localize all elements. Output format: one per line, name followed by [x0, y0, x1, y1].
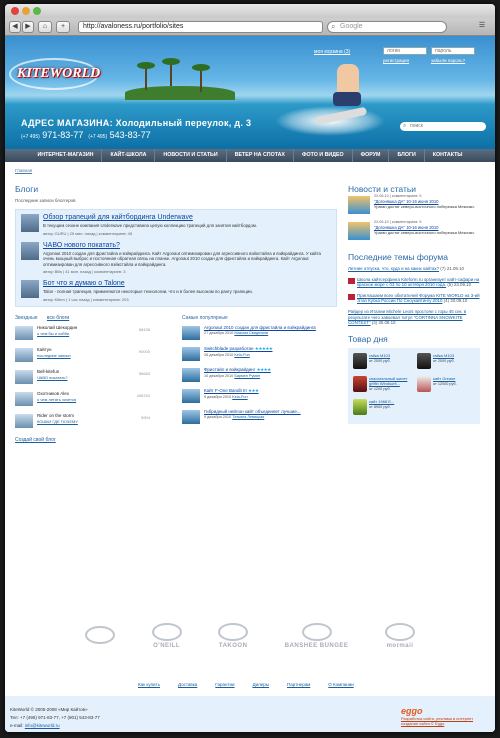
tab-all-blogs[interactable]: все блоги: [46, 314, 70, 321]
studio-link[interactable]: Разработка сайта, реклама в интернет создание сайта © Eggo: [401, 716, 474, 726]
store-phones: (+7 495) 971-83-77 (+7 495) 543-83-77: [21, 130, 151, 140]
blogger-count: 5904: [141, 414, 150, 420]
site-search-input[interactable]: ⌕ поиск: [400, 122, 486, 131]
popular-author[interactable]: Kelo-Fun: [232, 394, 248, 399]
footer-phones: Тел: +7 (495) 971-83-77, +7 (901) 543-83-77: [10, 715, 100, 720]
home-icon[interactable]: ⌂: [38, 21, 52, 33]
popular-row[interactable]: [182, 346, 337, 366]
popular-link[interactable]: Фристайл и вэйкрайдинг: [204, 366, 256, 372]
banshee-icon: [302, 623, 332, 641]
footer-link[interactable]: Как купить: [138, 682, 160, 687]
blogger-status[interactable]: ЧАВО покатать?: [37, 374, 68, 380]
close-window-button[interactable]: [11, 7, 19, 15]
product-name[interactable]: спасательный жилет griffin Windsurfi...: [369, 375, 408, 386]
page-title: Блоги: [15, 184, 39, 194]
product-name[interactable]: гайка М103: [369, 352, 391, 358]
star-bloggers: [15, 315, 170, 443]
author-avatar[interactable]: [21, 214, 39, 232]
breadcrumb[interactable]: Главная: [15, 168, 33, 173]
product-price: от 12000 руб.: [433, 381, 457, 386]
brand-logo[interactable]: [85, 626, 115, 646]
post-meta: автор Kitten | 1 час назад | комментариев: 203: [43, 296, 129, 302]
palm-icon: [200, 68, 202, 92]
blogger-avatar[interactable]: [15, 348, 33, 362]
popular-link[interactable]: Switchblade разработан: [204, 345, 254, 351]
product-image[interactable]: [417, 376, 431, 392]
island-image: [125, 86, 235, 100]
post-excerpt: Argonaut 2010 создан для фристайла и вэйкрайдинга. Кайт Argonaut оптимизирован для агрессивного вэйкстайла и вэйкрайдинга. У кайта очень мощный выброс и постоянная обратная связь на планке. Argonaut 2010 создан для фристайла и вэйкрайдинга. Кайт Argonaut оптимизирован для агрессивного вэйкстайла и вэйкрайдинга.: [43, 250, 321, 267]
blog-post: [21, 242, 331, 275]
popular-row[interactable]: [182, 325, 337, 345]
blogger-name[interactable]: Николай Шекордин: [37, 324, 78, 330]
blogger-row[interactable]: [15, 347, 170, 367]
back-button[interactable]: ◀: [9, 21, 21, 33]
news-thumb[interactable]: [348, 196, 370, 214]
bloggers-tabs: [15, 315, 170, 321]
nav-news[interactable]: НОВОСТИ И СТАТЬИ: [155, 149, 226, 162]
blogger-count: 90000: [138, 348, 150, 354]
forum-topic[interactable]: Приглашаем всех обитателей Форума KITE WORLD на 3-ий Этап Кубка России По Сноукайтингу 2010 (4) 30.09.10: [348, 293, 480, 304]
brand-emblem-icon: [85, 626, 115, 644]
page-menu-icon[interactable]: ☰: [478, 22, 486, 29]
nav-wind[interactable]: ВЕТЕР НА СПОТАХ: [227, 149, 294, 162]
popular-date: 27 декабря 2010: [204, 330, 234, 335]
blogger-avatar[interactable]: [15, 414, 33, 428]
password-field[interactable]: пароль: [431, 47, 475, 55]
blogger-row[interactable]: [15, 391, 170, 411]
forum-topic[interactable]: Школа кайтсерфинга Kiteform.ru организует кайт-сафари на красное море с 03 по 10 октября 2010 года. (5) 23.09.10: [348, 277, 480, 288]
nav-forum[interactable]: ФОРУМ: [353, 149, 390, 162]
cart-link[interactable]: моя корзина (3): [314, 49, 351, 55]
browser-search-input[interactable]: ⌕ Google: [327, 21, 447, 33]
rating-stars: ★★★: [247, 387, 259, 393]
blogger-row[interactable]: [15, 369, 170, 389]
brand-logo[interactable]: mormaii: [385, 623, 415, 649]
mormaii-icon: [385, 623, 415, 641]
news-item[interactable]: [348, 220, 480, 244]
post-excerpt: В текущем сезоне компания Underwave представила целую коллекцию трапеций для занятия кайтбордом.: [43, 223, 257, 228]
product-card[interactable]: [353, 353, 411, 373]
post-meta: автор GURU | 25 мин. назад | комментариев: 45: [43, 230, 133, 236]
blogger-count: 56683: [138, 370, 150, 376]
blogger-name[interactable]: Охотников Alex: [37, 390, 70, 396]
main-nav: [5, 149, 495, 162]
popular-thumb[interactable]: [182, 326, 200, 340]
tab-stars[interactable]: Звездные: [15, 314, 38, 321]
login-field[interactable]: логин: [383, 47, 427, 55]
nav-contacts[interactable]: КОНТАКТЫ: [432, 152, 463, 158]
shop-title: Товар дня: [348, 333, 388, 344]
minimize-window-button[interactable]: [22, 7, 30, 15]
palm-icon: [170, 62, 172, 86]
news-text: Ураган достиг северо-восточного побережья Мексики.: [374, 204, 475, 209]
footer-contacts: [10, 706, 100, 730]
blogger-status[interactable]: о чем бы и хобби: [37, 330, 70, 336]
rating-stars: ★★★★★: [254, 345, 273, 351]
product-grid: [348, 348, 480, 424]
popular-author[interactable]: Kelo-Fun: [234, 352, 250, 357]
blogger-name[interactable]: Bell-kitefun: [37, 368, 60, 374]
blogger-count: 58438: [138, 326, 150, 332]
popular-date: 26 декабря 2010: [204, 352, 234, 357]
product-image[interactable]: [417, 353, 431, 369]
forum-topic[interactable]: Летние отпуска, что, куда и на каких кайтах? (7) 21.09.10: [348, 266, 464, 271]
news-link[interactable]: "Догоняшка ДА" 10-16 июня 2010: [374, 199, 439, 204]
copyright: KiteWorld © 2005-2008 «Мир Кайтов»: [10, 707, 88, 712]
blogger-row[interactable]: [15, 325, 170, 345]
blogger-avatar[interactable]: [15, 326, 33, 340]
popular-posts: [182, 315, 337, 443]
rating-stars: ★★★★: [256, 366, 271, 372]
brand-logo[interactable]: BANSHEE BUNGEE: [285, 623, 349, 649]
popular-date: 10 декабря 2010: [204, 373, 234, 378]
post-excerpt: Talon - полная трапеция, применяются некоторые технологии, что и в более высоком по рангу трапеции.: [43, 289, 253, 294]
site-logo[interactable]: KITEWORLD: [17, 66, 101, 81]
studio-credit: [401, 706, 483, 726]
footer-nav: [138, 682, 354, 687]
popular-thumb[interactable]: [182, 347, 200, 361]
site-footer: [5, 696, 495, 732]
popular-date: 9 декабря 2010: [204, 394, 232, 399]
nav-kite-school[interactable]: КАЙТ-ШКОЛА: [102, 149, 155, 162]
forward-button[interactable]: ▶: [22, 21, 34, 33]
title-bar: [5, 4, 495, 18]
popular-link[interactable]: Argonaut 2010 создан для фристайла и вэйкрайдинга: [204, 324, 316, 330]
news-item[interactable]: [348, 194, 480, 218]
nav-blogs[interactable]: БЛОГИ: [389, 149, 424, 162]
product-image[interactable]: [353, 353, 367, 369]
studio-logo[interactable]: eggo: [401, 706, 423, 716]
popular-thumb[interactable]: [182, 368, 200, 382]
email-link[interactable]: info@kiteworld.ru: [24, 723, 60, 728]
blogger-status[interactable]: о чем летать хочется: [37, 396, 77, 402]
blog-columns: [15, 315, 337, 443]
web-page: [5, 36, 495, 732]
product-image[interactable]: [353, 399, 367, 415]
popular-thumb[interactable]: [182, 410, 200, 424]
add-bookmark-button[interactable]: +: [56, 21, 70, 33]
forgot-password-link[interactable]: забыли пароль?: [431, 58, 466, 63]
popular-link[interactable]: Гибридный нейлон кайт объединяет лучшие...: [204, 408, 301, 414]
create-blog-link[interactable]: Создай свой блог: [15, 436, 56, 443]
browser-toolbar: [5, 18, 495, 36]
popular-row[interactable]: [182, 409, 337, 429]
popular-author[interactable]: Максим Свиденков: [234, 330, 269, 335]
product-card[interactable]: [417, 376, 475, 396]
popular-author[interactable]: Бармен Румян: [234, 373, 261, 378]
popular-row[interactable]: [182, 388, 337, 408]
blogger-name[interactable]: Кайтун: [37, 346, 52, 352]
takoon-icon: [218, 623, 248, 641]
register-link[interactable]: регистрация: [383, 58, 410, 63]
footer-link[interactable]: Партнерам: [287, 682, 311, 687]
product-price: от 1200 руб.: [369, 386, 391, 391]
blogger-count: 408763: [136, 392, 150, 398]
blogger-status[interactable]: КОШКИ ГДЕ ПОЧЕМУ: [37, 418, 78, 424]
product-card[interactable]: [353, 399, 411, 419]
popular-date: 9 декабря 2010: [204, 414, 232, 419]
brand-logo[interactable]: TAKOON: [218, 623, 248, 649]
product-name[interactable]: кайт Grease: [433, 375, 456, 381]
page-subtitle: Последние записи блоггеров: [15, 198, 76, 203]
product-price: от 2000 руб.: [433, 358, 455, 363]
popular-thumb[interactable]: [182, 389, 200, 403]
news-thumb[interactable]: [348, 222, 370, 240]
url-bar[interactable]: http://avaloness.ru/portfolio/sites: [78, 21, 323, 33]
popular-link[interactable]: Кайт F-One Bandit III: [204, 387, 247, 393]
sidebar: [348, 184, 480, 424]
blogger-name[interactable]: Rider on the storm: [37, 412, 75, 418]
product-name[interactable]: кайт 1968 Е...: [369, 398, 395, 404]
news-title: Новости и статьи: [348, 184, 417, 194]
product-card[interactable]: [417, 353, 475, 373]
email-label: e-mail:: [10, 723, 24, 728]
news-text: Ураган достиг северо-восточного побережья Мексики.: [374, 230, 475, 235]
author-avatar[interactable]: [21, 280, 39, 298]
footer-link[interactable]: О Компании: [328, 682, 354, 687]
oneill-wave-icon: [152, 623, 182, 641]
news-link[interactable]: "Догоняшка ДА" 10-16 июня 2010: [374, 225, 439, 230]
product-name[interactable]: гайка М103: [433, 352, 455, 358]
forum-title: Последние темы форума: [348, 252, 448, 262]
product-price: от 2000 руб.: [369, 358, 391, 363]
post-meta: автор Bills | 41 мин. назад | комментариев: 3: [43, 269, 126, 274]
product-card[interactable]: [353, 376, 411, 396]
footer-link[interactable]: Доставка: [177, 682, 198, 687]
footer-link[interactable]: Дилеры: [252, 682, 269, 687]
blog-post: [21, 214, 331, 236]
post-title[interactable]: ЧАВО нового покатать?: [43, 241, 120, 249]
blog-post: [21, 280, 331, 302]
zoom-window-button[interactable]: [33, 7, 41, 15]
blogger-status[interactable]: последние записи: [37, 352, 71, 358]
popular-row[interactable]: [182, 367, 337, 387]
brand-logos: [85, 623, 415, 649]
forum-list: [348, 266, 480, 326]
news-date: 22.06.10 | комментариев: 5: [374, 194, 422, 198]
post-title[interactable]: Бот что я думаю о Talone: [43, 280, 125, 287]
author-avatar[interactable]: [21, 242, 39, 260]
product-price: от 8900 руб.: [369, 404, 391, 409]
popular-author[interactable]: Татьяна Левицкая: [232, 414, 265, 419]
nav-photo-video[interactable]: ФОТО И ВИДЕО: [294, 149, 353, 162]
store-address: АДРЕС МАГАЗИНА: Холодильный переулок, д. 3: [21, 118, 252, 128]
kiteboarder-image: [315, 56, 375, 126]
footer-link[interactable]: Гарантии: [215, 682, 235, 687]
palm-icon: [145, 66, 147, 90]
forum-topic[interactable]: Райдер из Италии Michele Leoni простоял с горы 45 сек. в результате чего завоевал титул "CORTINNA SNOWKITE CONTEST" (3) 30.09.10: [348, 308, 467, 326]
brand-logo[interactable]: O'NEILL: [152, 623, 182, 649]
product-image[interactable]: [353, 376, 367, 392]
browser-window: [5, 4, 495, 732]
news-date: 22.06.10 | комментариев: 5: [374, 220, 422, 224]
main-content: [15, 184, 337, 443]
post-title[interactable]: Обзор трапеций для кайтбординга Underwave: [43, 214, 193, 221]
popular-title: Самые популярные: [182, 314, 228, 321]
blog-posts: [15, 209, 337, 307]
blogger-avatar[interactable]: [15, 370, 33, 384]
header-banner: [5, 36, 495, 150]
blogger-avatar[interactable]: [15, 392, 33, 406]
blogger-row[interactable]: [15, 413, 170, 433]
nav-shop[interactable]: ИНТЕРНЕТ-МАГАЗИН: [29, 149, 102, 162]
